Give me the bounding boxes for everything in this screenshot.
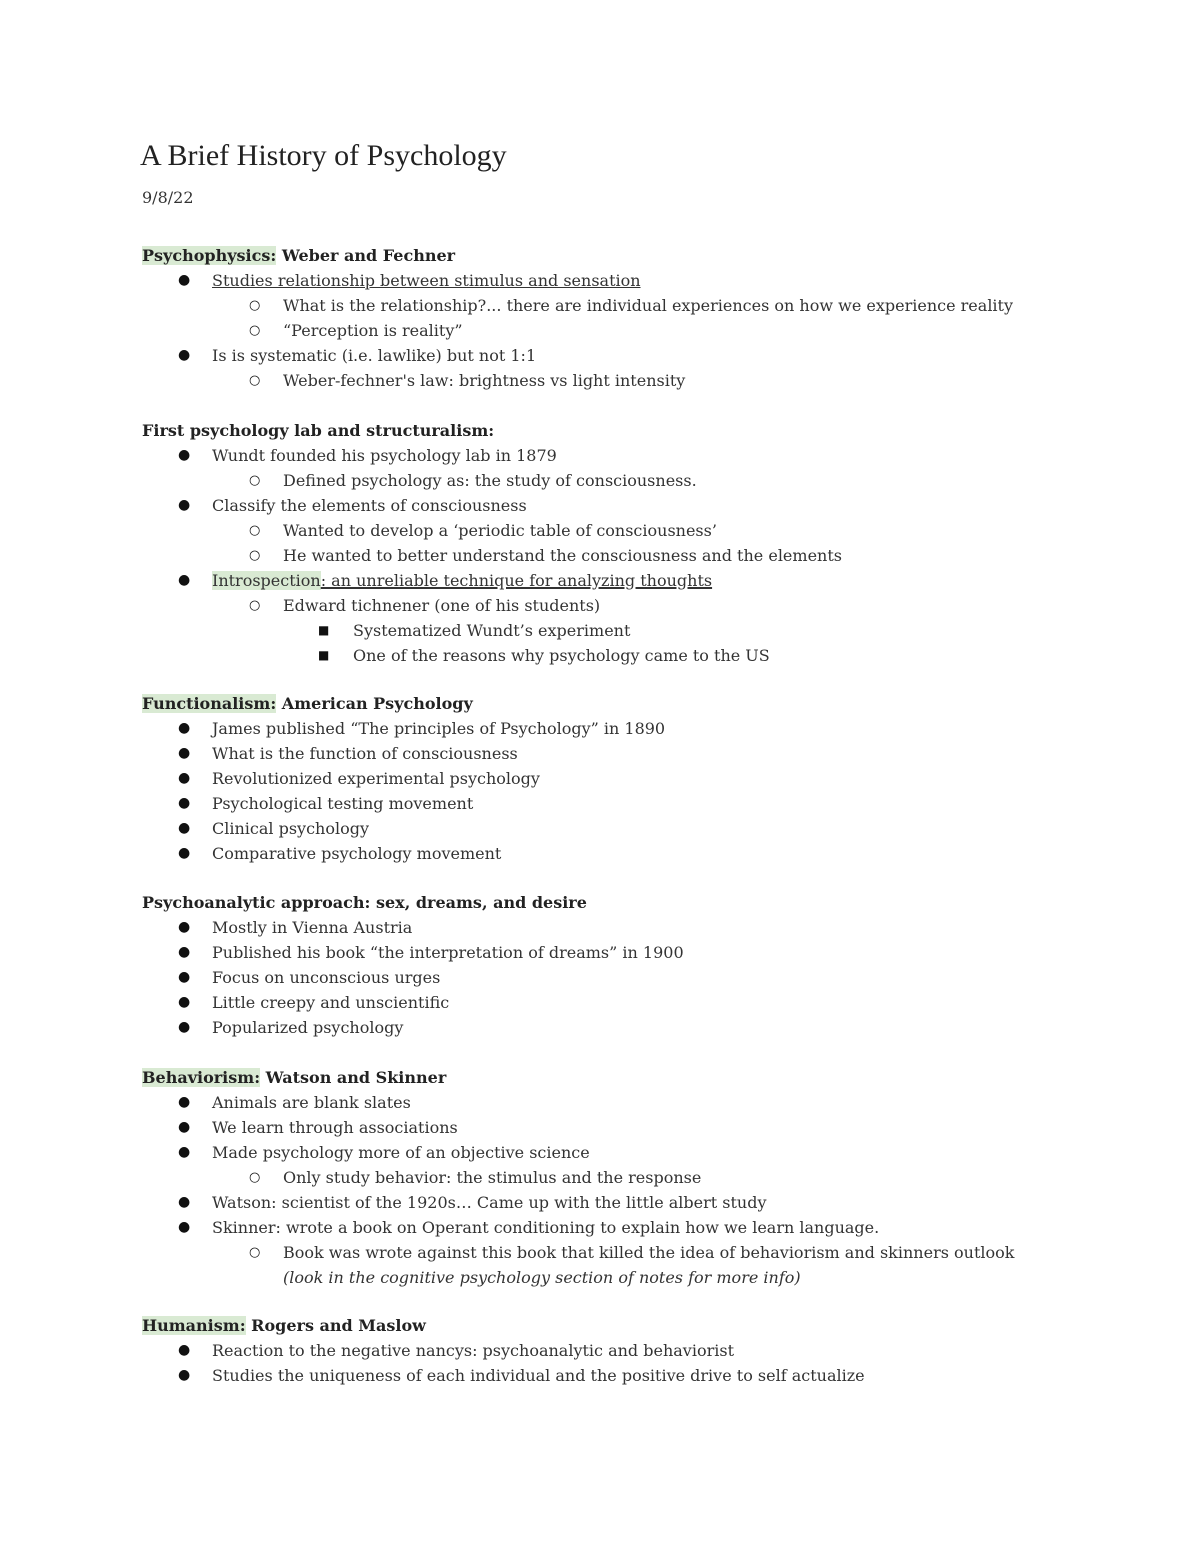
bullet-filled-circle: ●	[178, 1367, 191, 1383]
item-text: Classify the elements of consciousness	[212, 496, 527, 515]
item-text: Popularized psychology	[212, 1018, 404, 1037]
section-heading	[142, 1065, 1043, 1090]
section-heading	[142, 243, 1043, 268]
bullet-filled-circle: ●	[178, 845, 191, 861]
bullet-filled-circle: ●	[178, 820, 191, 836]
section-psychoanalytic	[142, 890, 684, 1040]
list-item	[142, 618, 1043, 643]
item-text: Weber-fechner's law: brightness vs light intensity	[283, 371, 686, 390]
list-item	[142, 741, 665, 766]
item-text: : an unreliable technique for analyzing thoughts	[320, 571, 713, 590]
item-text: Little creepy and unscientific	[212, 993, 450, 1012]
list-item	[142, 1015, 684, 1040]
bullet-filled-circle: ●	[178, 1219, 191, 1235]
list-item	[142, 468, 1043, 493]
list-item	[142, 643, 1043, 668]
list-item	[142, 1240, 1043, 1290]
heading-rest: Weber and Fechner	[276, 246, 456, 265]
list-item	[142, 293, 1043, 318]
heading-highlight: Psychophysics:	[142, 246, 277, 265]
bullet-filled-circle: ●	[178, 944, 191, 960]
date-text: 9/8/22	[142, 188, 194, 207]
item-text: Clinical psychology	[212, 819, 370, 838]
bullet-hollow-circle: ○	[249, 523, 261, 538]
list-item	[142, 990, 684, 1015]
item-text: Defined psychology as: the study of consciousness.	[283, 471, 697, 490]
list-item	[142, 318, 1043, 343]
item-text: Systematized Wundt’s experiment	[353, 621, 631, 640]
item-text: What is the relationship?... there are individual experiences on how we experience reality	[283, 296, 1014, 315]
bullet-filled-circle: ●	[178, 969, 191, 985]
list-item	[142, 940, 684, 965]
item-text: Wanted to develop a ‘periodic table of consciousness’	[283, 521, 717, 540]
bullet-square: ■	[318, 648, 330, 662]
item-text: Revolutionized experimental psychology	[212, 769, 540, 788]
heading-highlight: Functionalism:	[142, 694, 277, 713]
bullet-hollow-circle: ○	[249, 473, 261, 488]
item-text: Made psychology more of an objective science	[212, 1143, 590, 1162]
bullet-filled-circle: ●	[178, 1019, 191, 1035]
list-item	[142, 1140, 1043, 1165]
item-text: Book was wrote against this book that killed the idea of behaviorism and skinners outlook	[283, 1243, 1015, 1262]
section-heading: Psychoanalytic approach: sex, dreams, and desire	[142, 893, 587, 912]
bullet-hollow-circle: ○	[249, 298, 261, 313]
section-heading: First psychology lab and structuralism:	[142, 421, 495, 440]
list-item	[142, 343, 1043, 368]
section-functionalism	[142, 691, 665, 866]
bullet-hollow-circle: ○	[249, 548, 261, 563]
section-structuralism	[142, 418, 1043, 668]
list-item	[142, 268, 1043, 293]
list-item	[142, 543, 1043, 568]
list-item	[142, 1190, 1043, 1215]
list-item	[142, 493, 1043, 518]
item-text: Comparative psychology movement	[212, 844, 502, 863]
section-psychophysics	[142, 243, 1043, 393]
list-item	[142, 568, 1043, 593]
item-text: Psychological testing movement	[212, 794, 474, 813]
bullet-filled-circle: ●	[178, 272, 191, 288]
list-item	[142, 1165, 1043, 1190]
heading-rest: Watson and Skinner	[260, 1068, 447, 1087]
bullet-filled-circle: ●	[178, 720, 191, 736]
bullet-filled-circle: ●	[178, 795, 191, 811]
item-text: James published “The principles of Psychology” in 1890	[212, 719, 666, 738]
bullet-hollow-circle: ○	[249, 1170, 261, 1185]
list-item	[142, 1363, 865, 1388]
bullet-filled-circle: ●	[178, 994, 191, 1010]
item-text: Focus on unconscious urges	[212, 968, 441, 987]
bullet-filled-circle: ●	[178, 745, 191, 761]
bullet-filled-circle: ●	[178, 497, 191, 513]
item-text: One of the reasons why psychology came to the US	[353, 646, 770, 665]
list-item	[142, 766, 665, 791]
list-item	[142, 368, 1043, 393]
list-item	[142, 443, 1043, 468]
item-text: Skinner: wrote a book on Operant conditioning to explain how we learn language.	[212, 1218, 880, 1237]
bullet-square: ■	[318, 623, 330, 637]
bullet-filled-circle: ●	[178, 1144, 191, 1160]
item-text: Watson: scientist of the 1920s… Came up with the little albert study	[212, 1193, 767, 1212]
list-item	[142, 1338, 865, 1363]
item-text: Is is systematic (i.e. lawlike) but not 1:1	[212, 346, 537, 365]
item-text: Edward tichnener (one of his students)	[283, 596, 601, 615]
list-item	[142, 915, 684, 940]
bullet-filled-circle: ●	[178, 770, 191, 786]
list-item	[142, 816, 665, 841]
heading-highlight: Behaviorism:	[142, 1068, 261, 1087]
page-title: A Brief History of Psychology	[140, 139, 507, 172]
list-item	[142, 518, 1043, 543]
bullet-filled-circle: ●	[178, 1119, 191, 1135]
bullet-filled-circle: ●	[178, 1342, 191, 1358]
item-text: We learn through associations	[212, 1118, 458, 1137]
bullet-hollow-circle: ○	[249, 323, 261, 338]
item-highlight: Introspection	[212, 571, 321, 590]
item-text: Studies the uniqueness of each individual and the positive drive to self actualize	[212, 1366, 865, 1385]
bullet-filled-circle: ●	[178, 1094, 191, 1110]
item-text: Studies relationship between stimulus and sensation	[212, 271, 641, 290]
heading-rest: American Psychology	[276, 694, 473, 713]
list-item	[142, 1090, 1043, 1115]
section-heading	[142, 1313, 865, 1338]
bullet-filled-circle: ●	[178, 919, 191, 935]
bullet-filled-circle: ●	[178, 572, 191, 588]
item-text: Only study behavior: the stimulus and the response	[283, 1168, 702, 1187]
item-text: “Perception is reality”	[283, 321, 463, 340]
bullet-hollow-circle: ○	[249, 373, 261, 388]
list-item	[142, 1115, 1043, 1140]
section-behaviorism	[142, 1065, 1043, 1290]
heading-rest: Rogers and Maslow	[245, 1316, 426, 1335]
section-humanism	[142, 1313, 865, 1388]
bullet-hollow-circle: ○	[249, 1245, 261, 1260]
item-text: Wundt founded his psychology lab in 1879	[212, 446, 557, 465]
section-heading	[142, 691, 665, 716]
heading-highlight: Humanism:	[142, 1316, 246, 1335]
bullet-hollow-circle: ○	[249, 598, 261, 613]
item-text: Animals are blank slates	[212, 1093, 411, 1112]
bullet-filled-circle: ●	[178, 447, 191, 463]
item-text: Reaction to the negative nancys: psychoanalytic and behaviorist	[212, 1341, 734, 1360]
item-note-italic: (look in the cognitive psychology section of notes for more info)	[283, 1268, 801, 1287]
list-item	[142, 965, 684, 990]
item-text: What is the function of consciousness	[212, 744, 518, 763]
list-item	[142, 1215, 1043, 1240]
item-text: He wanted to better understand the consciousness and the elements	[283, 546, 842, 565]
list-item	[142, 841, 665, 866]
list-item	[142, 791, 665, 816]
list-item	[142, 593, 1043, 618]
bullet-filled-circle: ●	[178, 347, 191, 363]
list-item	[142, 716, 665, 741]
bullet-filled-circle: ●	[178, 1194, 191, 1210]
item-text: Mostly in Vienna Austria	[212, 918, 413, 937]
item-text: Published his book “the interpretation of dreams” in 1900	[212, 943, 684, 962]
